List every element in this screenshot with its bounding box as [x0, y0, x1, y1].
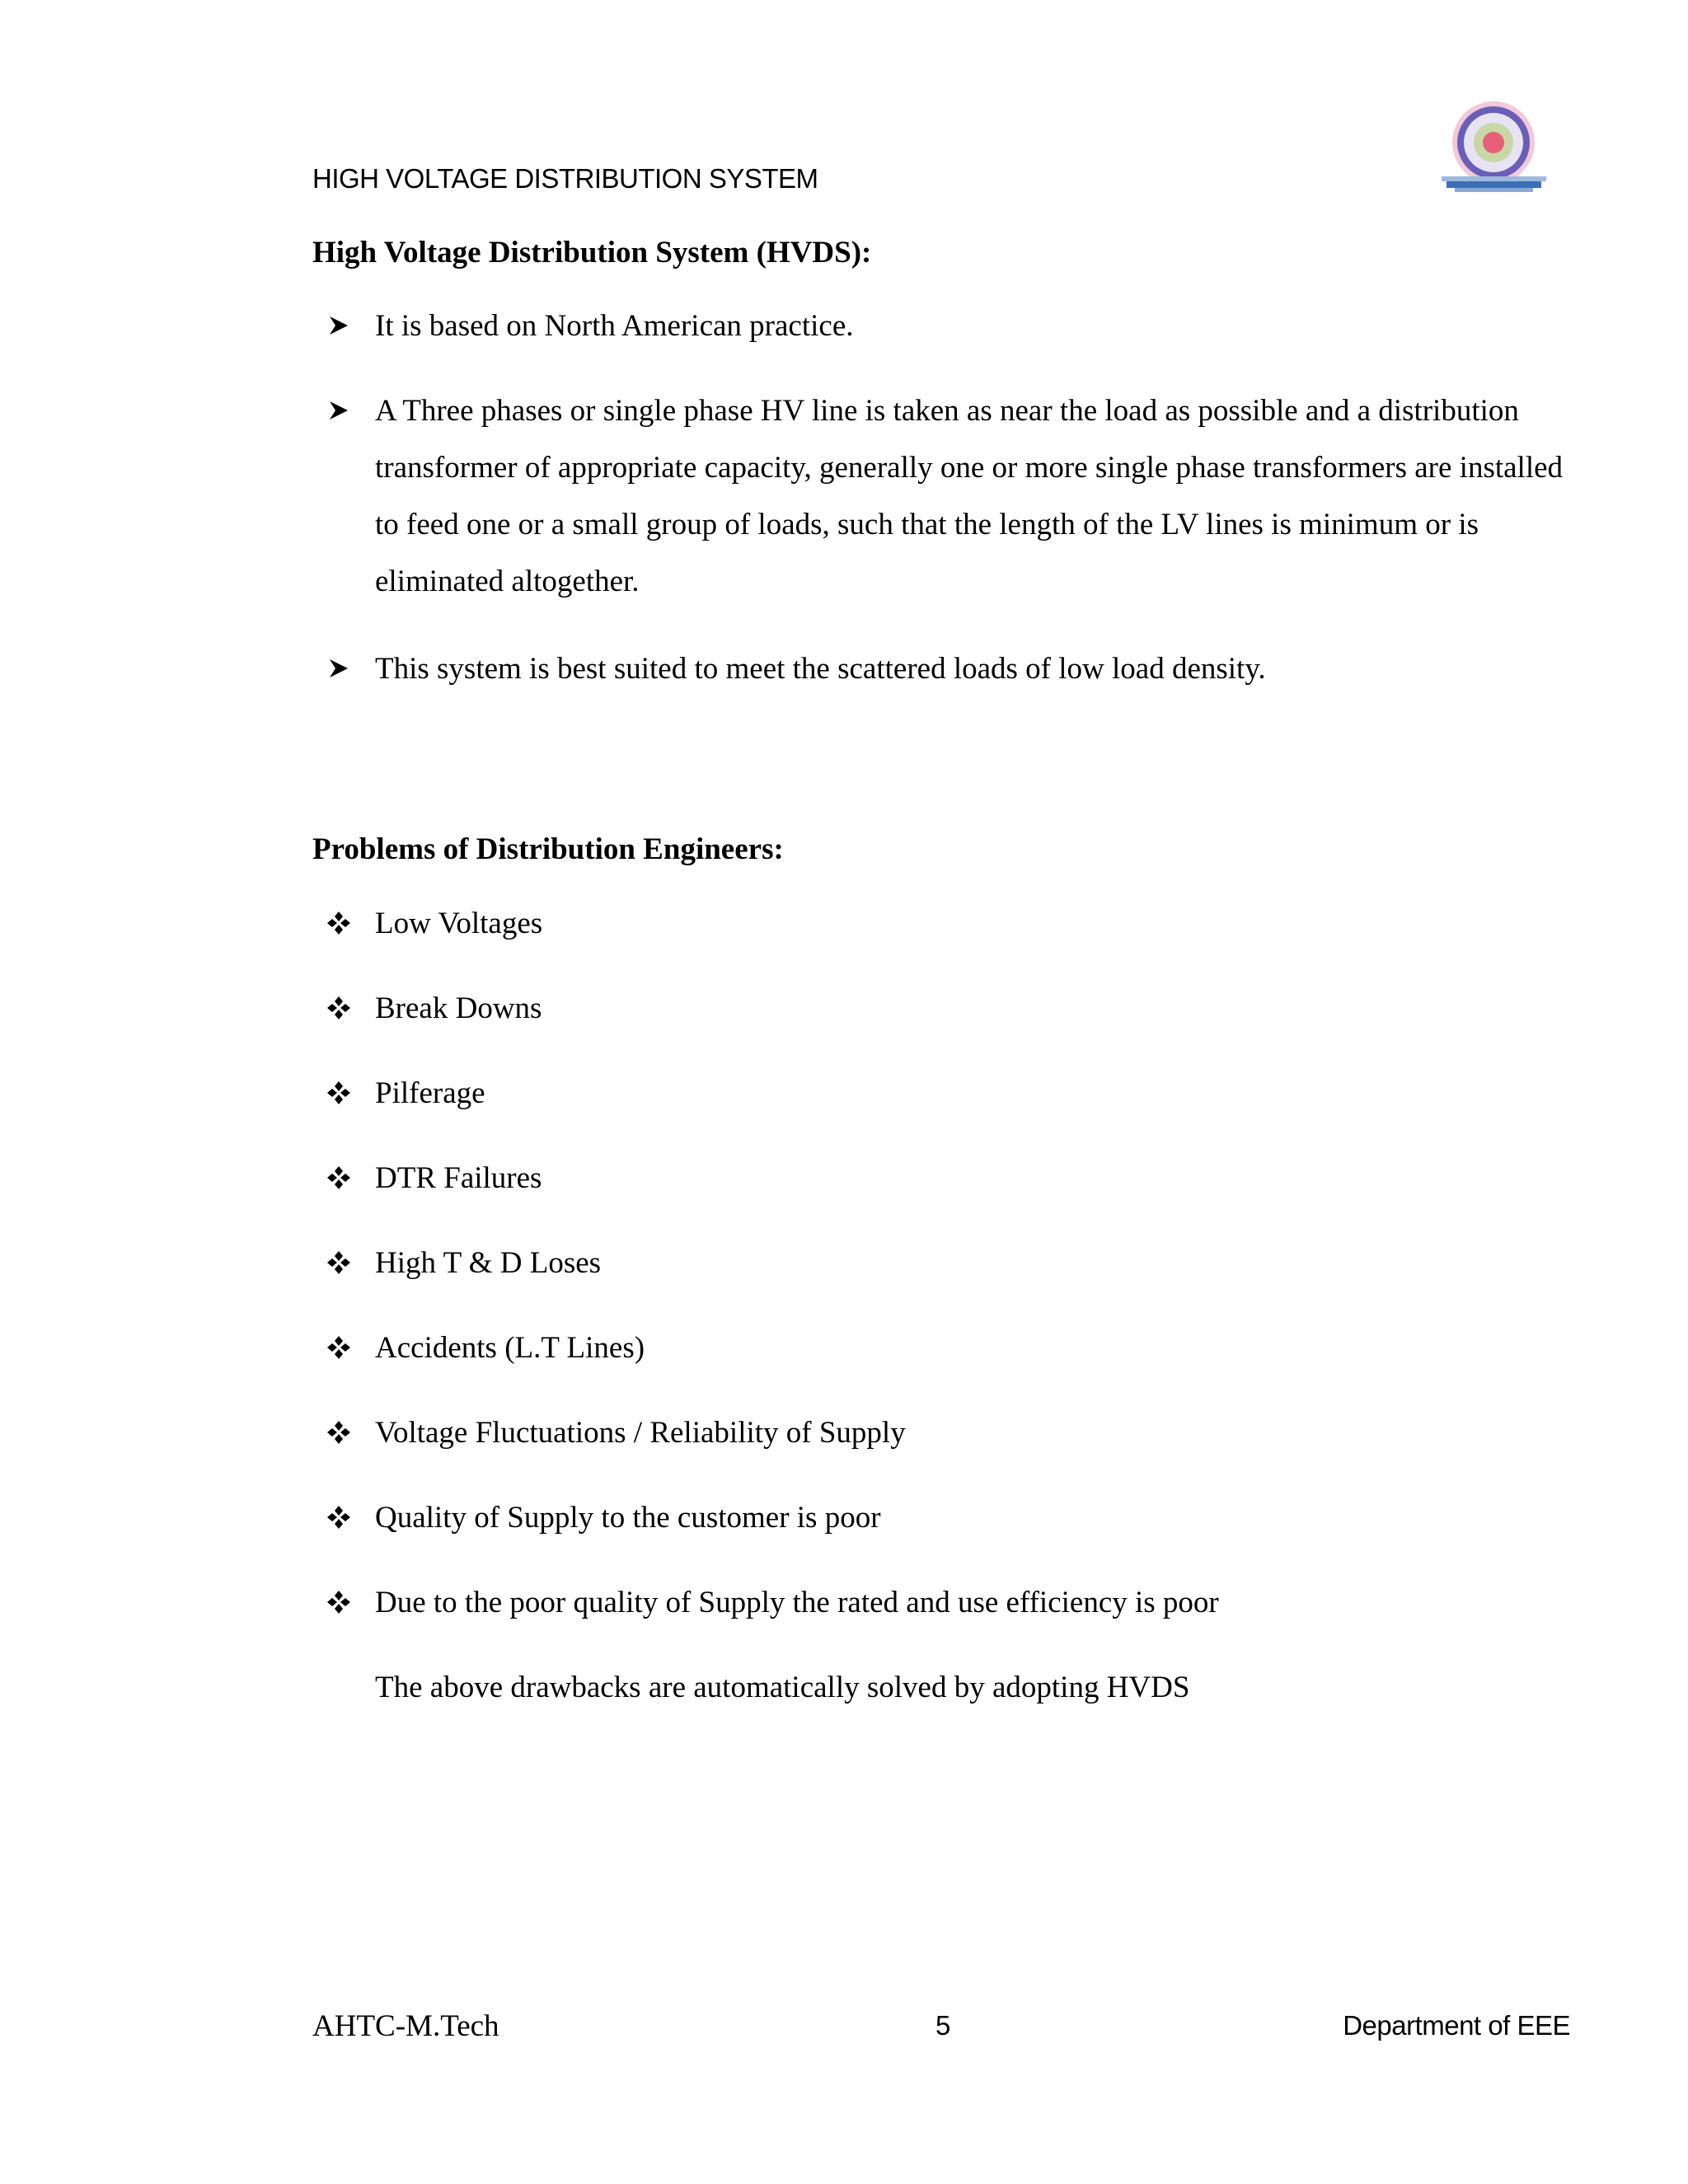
section-heading-hvds: High Voltage Distribution System (HVDS): [312, 236, 872, 269]
diamond-bullet-icon [324, 1416, 354, 1449]
list-item-text: A Three phases or single phase HV line is taken as near the load as possible and a distribution transformer of appropriate capacity, generally one or more single phase transformers are installed to feed one or a small group of loads, such that the length of the LV lines is minimum or is eliminated altogether. [375, 394, 1564, 598]
list-item-text: DTR Failures [375, 1161, 542, 1195]
list-item-text: Accidents (L.T Lines) [375, 1331, 645, 1365]
list-item-text: Voltage Fluctuations / Reliability of Supply [375, 1416, 906, 1450]
diamond-bullet-icon [324, 1501, 354, 1534]
diamond-bullet-icon [324, 1331, 354, 1364]
list-item-text: Break Downs [375, 991, 542, 1025]
list-item-text: This system is best suited to meet the scattered loads of low load density. [375, 652, 1266, 686]
diamond-bullet-icon [324, 907, 354, 940]
arrowhead-bullet-icon [324, 652, 354, 685]
college-seal-icon [1438, 97, 1550, 196]
list-item-text: Low Voltages [375, 907, 543, 940]
diamond-bullet-icon [324, 1586, 354, 1619]
arrowhead-bullet-icon [324, 309, 354, 342]
page-number: 5 [935, 2010, 951, 2041]
diamond-bullet-icon [324, 1246, 354, 1279]
list-item-text: Pilferage [375, 1076, 485, 1110]
list-item-text: Quality of Supply to the customer is poor [375, 1501, 881, 1535]
arrowhead-bullet-icon [324, 394, 354, 427]
section-heading-problems: Problems of Distribution Engineers: [312, 832, 784, 866]
footer-left: AHTC-M.Tech [312, 2009, 499, 2043]
conclusion-text: The above drawbacks are automatically solved by adopting HVDS [375, 1671, 1190, 1704]
diamond-bullet-icon [324, 1161, 354, 1194]
diamond-bullet-icon [324, 991, 354, 1024]
diamond-bullet-icon [324, 1076, 354, 1109]
list-item-text: It is based on North American practice. [375, 309, 854, 343]
list-item-text: Due to the poor quality of Supply the rated and use efficiency is poor [375, 1586, 1219, 1619]
footer-right: Department of EEE [1343, 2010, 1570, 2041]
running-header: HIGH VOLTAGE DISTRIBUTION SYSTEM [312, 163, 818, 194]
list-item-text: High T & D Loses [375, 1246, 602, 1280]
